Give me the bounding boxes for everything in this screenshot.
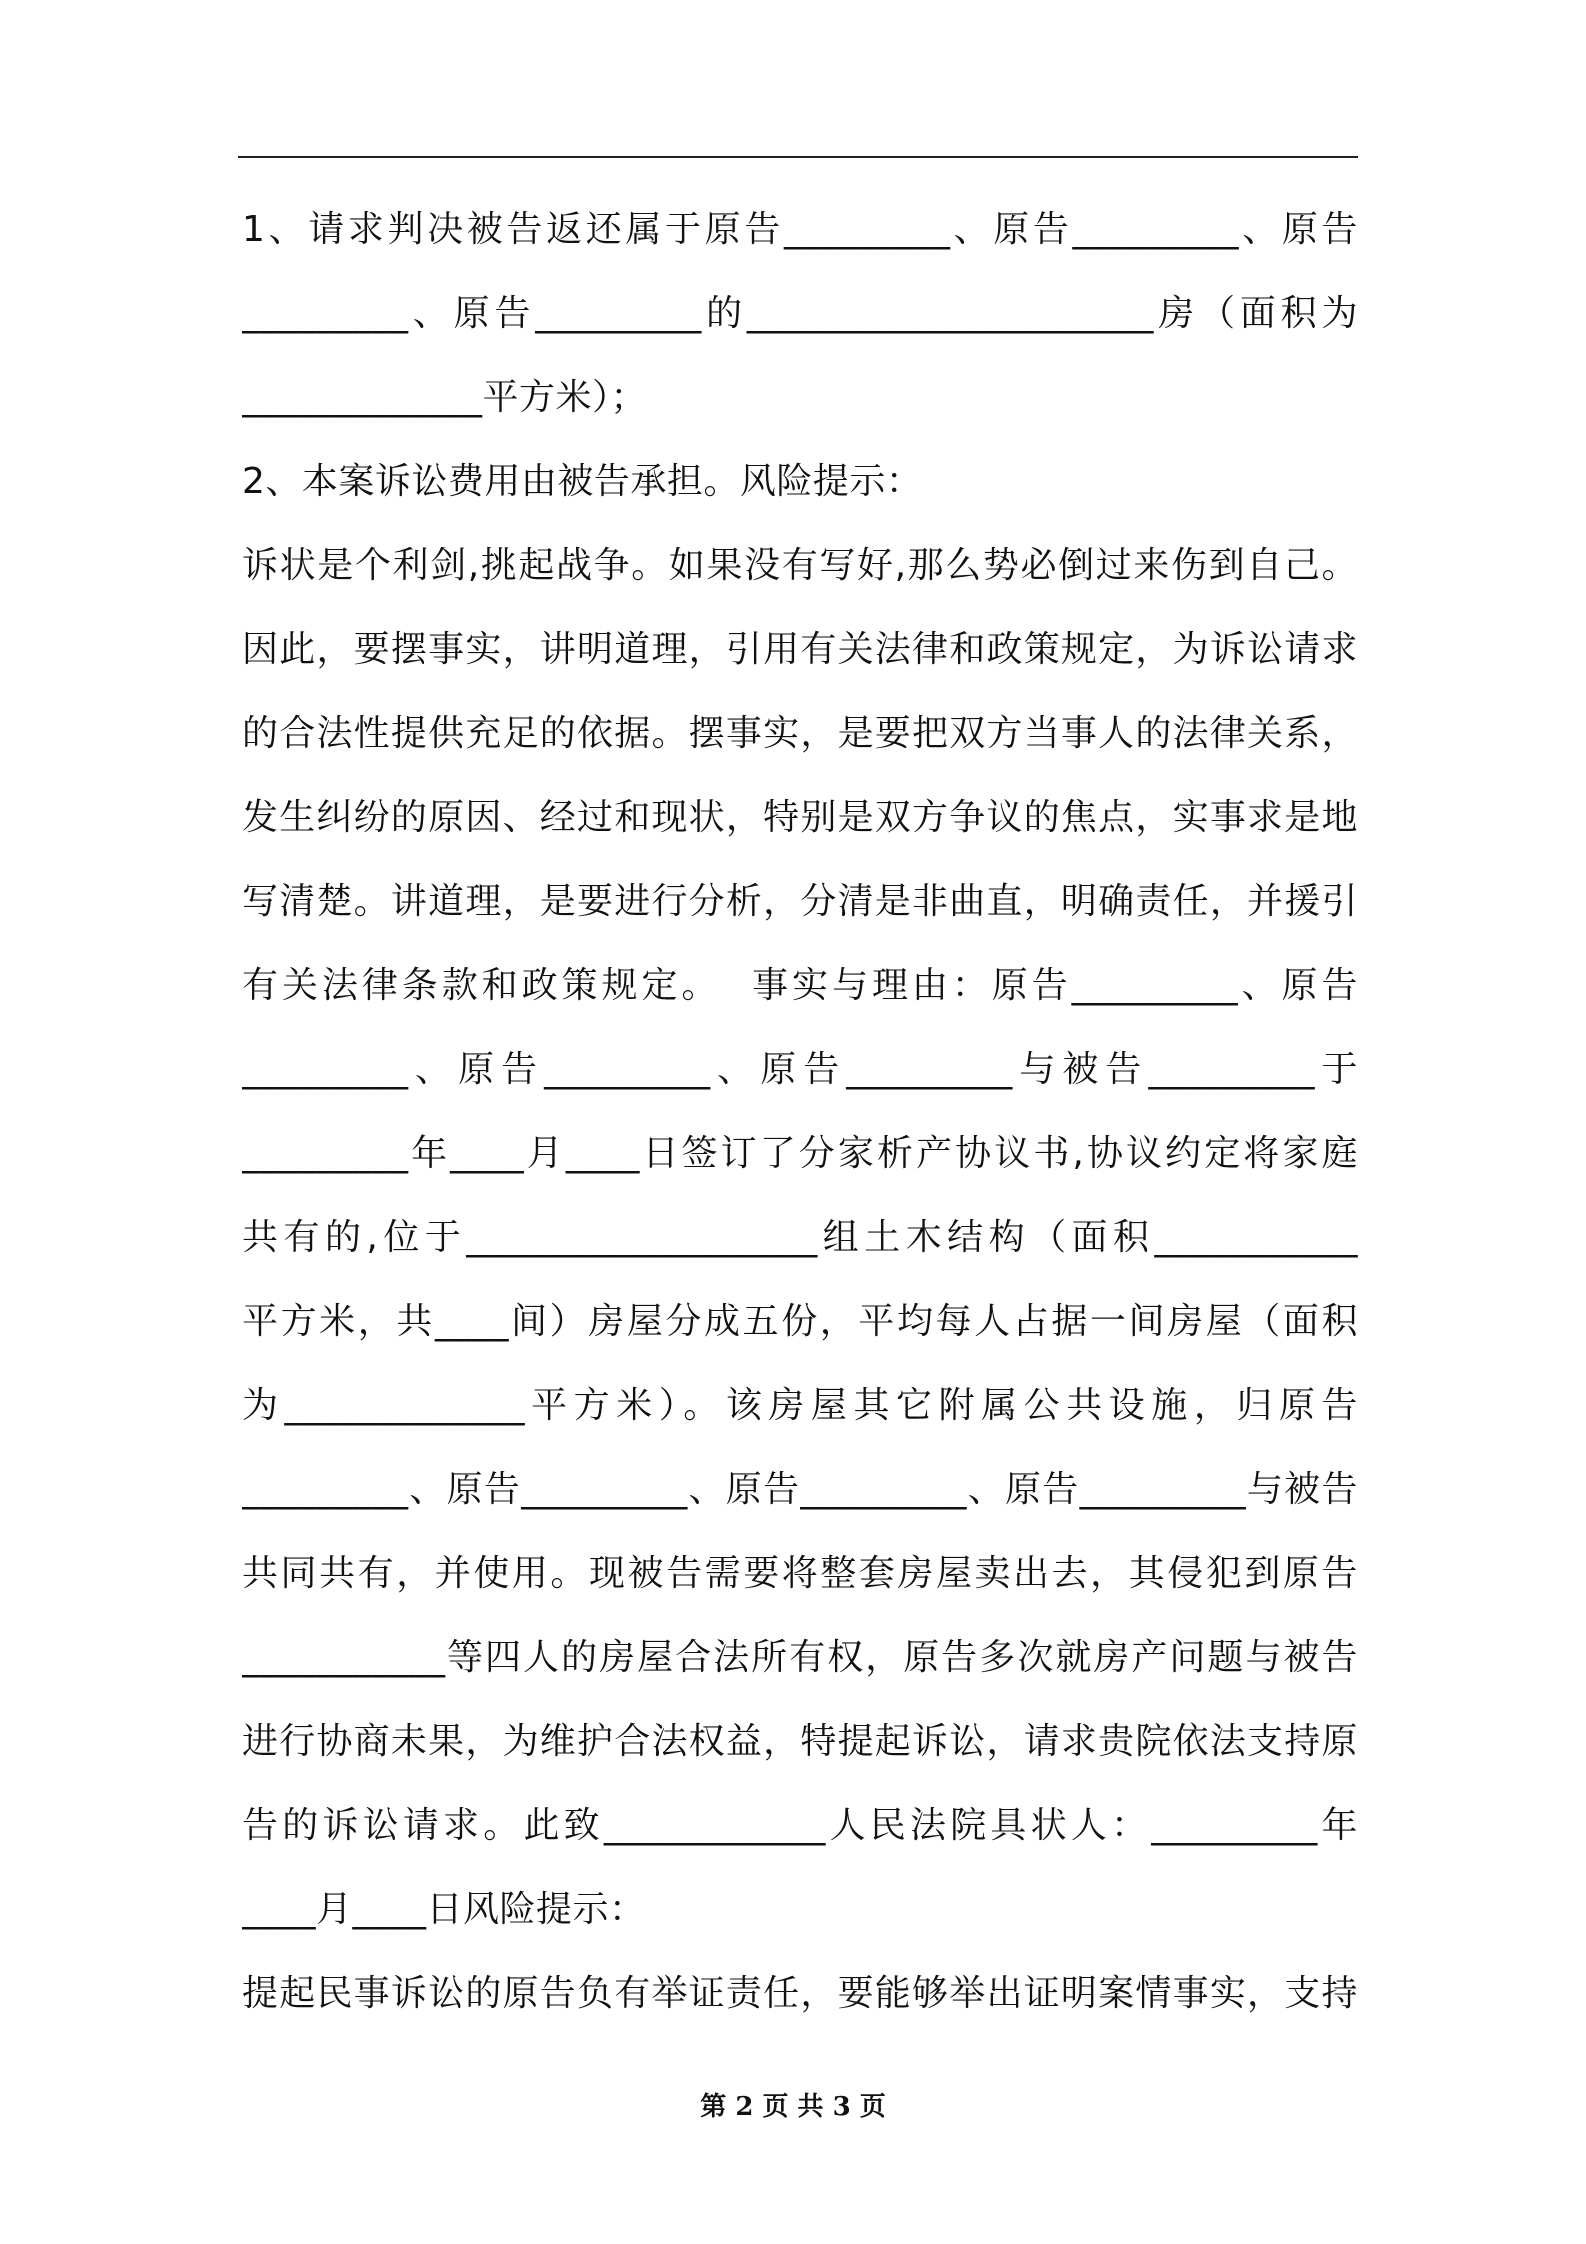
document-body bbox=[242, 198, 1358, 2046]
text-line: _________、原告_________的______________________房（面积为 bbox=[242, 293, 1358, 334]
text-line: _____________平方米）； bbox=[242, 377, 648, 418]
text-line: 的合法性提供充足的依据。摆事实，是要把双方当事人的法律关系， bbox=[242, 713, 1358, 754]
text-line: 写清楚。讲道理，是要进行分析，分清是非曲直，明确责任，并援引 bbox=[242, 881, 1358, 922]
text-line: 2、本案诉讼费用由被告承担。风险提示： bbox=[242, 461, 923, 502]
text-line: 诉状是个利剑,挑起战争。如果没有写好,那么势必倒过来伤到自己。 bbox=[242, 545, 1358, 586]
text-line: 平方米，共____间）房屋分成五份，平均每人占据一间房屋（面积 bbox=[242, 1301, 1358, 1342]
text-line: _________年____月____日签订了分家析产协议书,协议约定将家庭 bbox=[242, 1133, 1358, 1174]
text-line: 1、请求判决被告返还属于原告_________、原告_________、原告 bbox=[242, 209, 1358, 250]
text-line: 发生纠纷的原因、经过和现状，特别是双方争议的焦点，实事求是地 bbox=[242, 797, 1358, 838]
text-line: 共同共有，并使用。现被告需要将整套房屋卖出去，其侵犯到原告 bbox=[242, 1553, 1358, 1594]
text-line: ____月____日风险提示： bbox=[242, 1889, 646, 1930]
text-line: 为_____________平方米）。该房屋其它附属公共设施，归原告 bbox=[242, 1385, 1358, 1426]
text-line: _________、原告_________、原告_________、原告_________与被告 bbox=[242, 1469, 1358, 1510]
text-line: 提起民事诉讼的原告负有举证责任，要能够举出证明案情事实，支持 bbox=[242, 1973, 1358, 2014]
text-line: 共有的,位于___________________组土木结构（面积___________ bbox=[242, 1217, 1358, 1258]
header-rule bbox=[238, 156, 1358, 158]
page-number: 第 2 页 共 3 页 bbox=[700, 2092, 886, 2122]
text-line: 进行协商未果，为维护合法权益，特提起诉讼，请求贵院依法支持原 bbox=[242, 1721, 1358, 1762]
text-line: ___________等四人的房屋合法所有权，原告多次就房产问题与被告 bbox=[242, 1637, 1358, 1678]
text-line: _________、原告_________、原告_________与被告_________于 bbox=[242, 1049, 1358, 1090]
text-line: 有关法律条款和政策规定。 事实与理由：原告_________、原告 bbox=[242, 965, 1358, 1006]
text-line: 告的诉讼请求。此致____________人民法院具状人：_________年 bbox=[242, 1805, 1358, 1846]
text-line: 因此，要摆事实，讲明道理，引用有关法律和政策规定，为诉讼请求 bbox=[242, 629, 1358, 670]
